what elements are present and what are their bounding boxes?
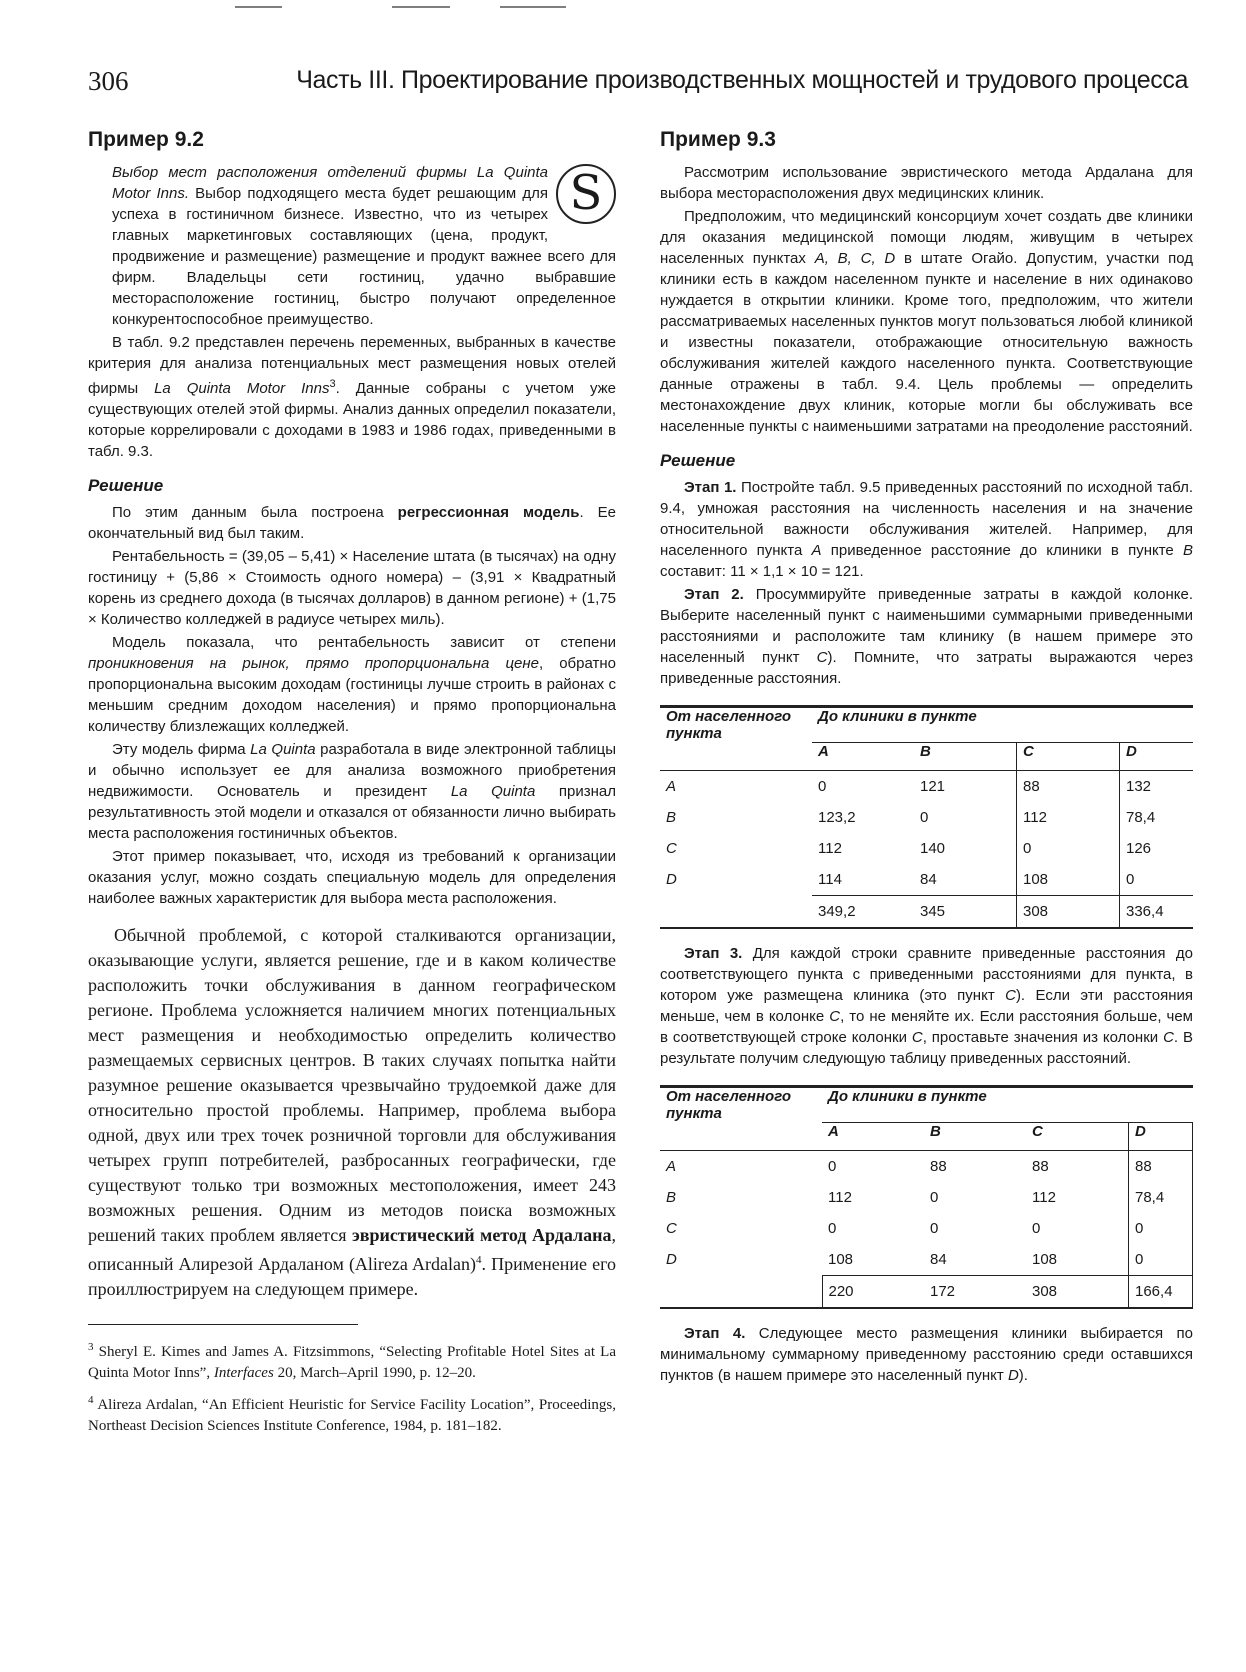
table-header-row: [660, 1087, 1193, 1123]
right-column: [660, 128, 1193, 1386]
chapter-title: Часть III. Проектирование производственных мощностей и трудового процесса: [296, 66, 1188, 94]
example-9-3-box: [660, 162, 1193, 1386]
table-row: A 0 88 88 88: [660, 1151, 1193, 1183]
column-header: C: [1026, 1122, 1129, 1151]
table-row: D 114 84 108 0: [660, 864, 1193, 896]
page-number: 306: [88, 66, 129, 96]
footnote-4: $^4$ Alireza Ardalan, “An Efficient Heuristic for Service Facility Location”, Proceedings, Northeast Decision Sciences Institute Conference, 1984, p. 181–182.: [88, 1394, 616, 1434]
body-paragraph: Обычной проблемой, с которой сталкиваются организации, оказывающие услуги, является решение, где и в каком количестве расположить точки обслуживания в данном географическом регионе. Проблема усложняется наличием многих потенциальных мест размещения и необходимостью определить количество размещаемых сервисных центров. В таких случаях попытка найти разумное решение оказывается чрезвычайно трудоемкой даже для относительно простой проблемы. Например, проблема выбора одной, двух или трех точек розничной торговли для обслуживания четырех групп потребителей, разбросанных географически, где существуют только три возможных местоположения, имеет 243 возможных решения. Одним из методов поиска возможных решений таких проблем является эвристический метод Ардалана, описанный Алирезой Ардаланом (Alireza Ardalan)$^4$. Применение его проиллюстрируем на следующем примере.: [88, 925, 616, 1299]
example-9-2-intro: S Выбор мест расположения отделений фирмы La Quinta Motor Inns. Выбор подходящего места будет решающим для успеха в гостиничном бизнесе. Известно, что из четырех главных маркетинговых составляющих (цена, продукт, продвижение и размещение) размещение и продукт важнее всего для фирм. Владельцы сети гостиниц, удачно выбравшие месторасположение гостиниц, быстро получают определенное конкурентоспособное преимущество.: [112, 164, 616, 328]
totals-row: 349,2 345 308 336,4: [660, 896, 1193, 929]
solution-paragraph: Этот пример показывает, что, исходя из требований к организации оказания услуг, можно создать специальную модель для определения наиболее важных характеристик для выбора места расположения.: [88, 848, 616, 907]
column-header: B: [914, 742, 1017, 771]
solution-heading: Решение: [88, 476, 164, 495]
step-1: Этап 1. Постройте табл. 9.5 приведенных расстояний по исходной табл. 9.4, умножая расстояния на численность населения и на значение относительной важности обслуживания жителей. Например, для населенного пункта A приведенное расстояние до клиники в пункте B составит: 11 × 1,1 × 10 = 121.: [660, 479, 1193, 580]
example-9-2-title: Пример 9.2: [88, 128, 204, 151]
example-9-3-title: Пример 9.3: [660, 128, 776, 151]
solution-paragraph: По этим данным была построена регрессионная модель. Ее окончательный вид был таким.: [88, 504, 616, 542]
example-9-2-paragraph: В табл. 9.2 представлен перечень переменных, выбранных в качестве критерия для анализа потенциальных мест размещения новых отелей фирмы La Quinta Motor Inns$^3$. Данные собраны с учетом уже существующих отелей этой фирмы. Анализ данных определил показатели, которые коррелировали с доходами в 1983 и 1986 годах, приведенными в табл. 9.3.: [88, 334, 617, 460]
column-header: D: [1129, 1122, 1193, 1151]
step-2: Этап 2. Просуммируйте приведенные затраты в каждой колонке. Выберите населенный пункт с наименьшими суммарными приведенными расстояниями и расположите там клинику (в нашем примере это населенный пункт C). Помните, что затраты выражаются через приведенные расстояния.: [660, 586, 1193, 687]
regression-formula: Рентабельность = (39,05 – 5,41) × Население штата (в тысячах) на одну гостиницу + (5,86 × Стоимость одного номера) – (3,91 × Квадратный корень из среднего дохода (в тысячах долларов) в данном регионе) + (1,75 × Количество колледжей в радиусе четырех миль).: [88, 548, 616, 628]
example-9-3-paragraph: Предположим, что медицинский консорциум хочет создать две клиники для оказания медицинской помощи людям, живущим в четырех населенных пунктах A, B, C, D в штате Огайо. Допустим, участки под клиники есть в каждом населенном пункте и население в них одинаково нуждается в открытии клиники. Кроме того, предположим, что жители рассматриваемых населенных пунктов могут пользоваться любой клиникой и известны показатели, отображающие относительную важность обслуживания жителей каждого населенного пункта. Соответствующие данные отражены в табл. 9.4. Цель проблемы — определить местонахождение двух клиник, которые могли бы обслуживать все населенные пункты с наименьшими затратами на преодоление расстояний.: [660, 208, 1194, 435]
table-row: C 112 140 0 126: [660, 833, 1193, 864]
column-header: C: [1017, 742, 1120, 771]
main-body-text: [88, 923, 616, 1302]
row-header: От населенного пункта: [666, 1088, 791, 1122]
solution-heading: Решение: [660, 451, 736, 470]
scan-marks: [0, 4, 1246, 12]
column-header: A: [812, 742, 914, 771]
row-header: От населенного пункта: [666, 708, 791, 742]
distance-table-1: [660, 705, 1193, 929]
step-3: Этап 3. Для каждой строки сравните приведенные расстояния до соответствующего пункта с приведенными расстояниями для пункта, в котором уже размещена клиника (это пункт C). Если эти расстояния меньше, чем в колонке C, то не меняйте их. Если расстояния больше, чем в соответствующей строке колонки C, проставьте значения из колонки C. В результате получим следующую таблицу приведенных расстояний.: [660, 945, 1193, 1067]
distance-table-2: [660, 1085, 1193, 1309]
footnote-3: $^3$ Sheryl E. Kimes and James A. Fitzsimmons, “Selecting Profitable Hotel Sites at La Quinta Motor Inns”, Interfaces 20, March–April 1990, p. 12–20.: [88, 1341, 616, 1381]
column-header: D: [1120, 742, 1194, 771]
s-logo-icon: S: [556, 164, 616, 224]
solution-paragraph: Эту модель фирма La Quinta разработала в виде электронной таблицы и обычно использует ее для анализа возможного приобретения недвижимости. Основатель и президент La Quinta признал результативность этой модели и отказался от обязанности лично выбирать места расположения гостиничных объектов.: [88, 741, 617, 842]
column-header: A: [822, 1122, 924, 1151]
table-row: A 0 121 88 132: [660, 771, 1193, 803]
footnote-rule: [88, 1324, 358, 1325]
table-row: B 123,2 0 112 78,4: [660, 802, 1193, 833]
example-9-3-intro: Рассмотрим использование эвристического метода Ардалана для выбора месторасположения двух медицинских клиник.: [660, 164, 1193, 202]
column-group-header: До клиники в пункте: [818, 708, 977, 725]
table-row: C 0 0 0 0: [660, 1213, 1193, 1244]
footnotes: [88, 1337, 616, 1437]
column-group-header: До клиники в пункте: [828, 1088, 987, 1105]
solution-paragraph: Модель показала, что рентабельность зависит от степени проникновения на рынок, прямо пропорциональна цене, обратно пропорциональна высоким доходам (гостиницы лучше строить в районах с меньшим средним доходом населения) и прямо пропорциональна количеству близлежащих колледжей.: [88, 634, 616, 735]
column-header-row: [660, 1122, 1193, 1151]
step-4: Этап 4. Следующее место размещения клиники выбирается по минимальному суммарному приведенному расстоянию среди оставшихся пунктов (в нашем примере это населенный пункт D).: [660, 1325, 1193, 1384]
totals-row: 220 172 308 166,4: [660, 1276, 1193, 1309]
table-row: B 112 0 112 78,4: [660, 1182, 1193, 1213]
column-header: B: [924, 1122, 1026, 1151]
table-row: D 108 84 108 0: [660, 1244, 1193, 1276]
example-9-2-box: [88, 162, 616, 909]
running-head: [88, 66, 1188, 106]
column-header-row: [660, 742, 1193, 771]
left-column: [88, 128, 616, 1443]
table-header-row: [660, 707, 1193, 743]
